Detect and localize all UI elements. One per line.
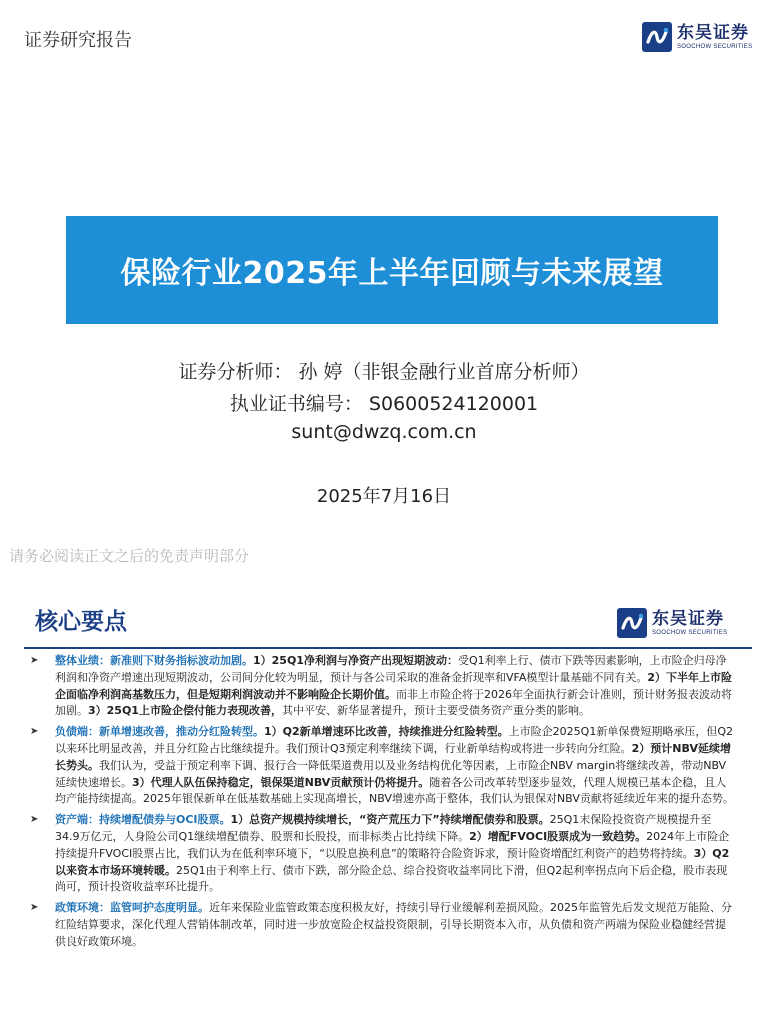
certificate-number: 执业证书编号： S0600524120001 xyxy=(229,393,539,415)
logo-english-name: SOOCHOW SECURITIES xyxy=(677,43,753,50)
company-logo-bottom xyxy=(617,608,727,638)
bullet-heading: 政策环境：监管呵护态度明显。 xyxy=(55,901,209,915)
logo-english-name: SOOCHOW SECURITIES xyxy=(652,629,728,636)
bullet-heading: 负债端：新单增速改善，推动分红险转型。 xyxy=(55,725,264,739)
report-type-label: 证券研究报告 xyxy=(24,30,132,51)
soochow-logo-icon xyxy=(617,608,647,638)
bullet-text: 受Q1利率上行、债市下跌等因素影响，上市险企归母净利润和净资产增速出现短期波动，公司间分化较为明显，预计与各公司采取的准备金折现率和VFA模型计量基础不同有关。 xyxy=(55,654,727,684)
arrow-bullet-icon: ➤ xyxy=(30,726,39,738)
bullet-text: 随着各公司改革转型逐步显效，代理人规模已基本企稳，且人均产能持续提高。2025年银保新单在低基数基础上实现高增长，NBV增速亦高于整体，我们认为银保对NBV贡献将延续近年来的提升态势。 xyxy=(55,775,734,806)
bullet-text: 25Q1由于利率上行、债市下跌，部分险企总、综合投资收益率同比下滑，但Q2起利率拐点向下后企稳，股市表现尚可，预计投资收益率环比提升。 xyxy=(55,863,728,894)
bullet-heading: 整体业绩：新准则下财务指标波动加剧。 xyxy=(55,654,253,667)
bullet-heading: 资产端：持续增配债券与OCI股票。 xyxy=(55,813,231,827)
bullet-text: 1）25Q1净利润与净资产出现短期波动： xyxy=(253,654,458,667)
core-points-heading: 核心要点 xyxy=(35,609,127,635)
bullet-text: 而非上市险企将于2026年全面执行新会计准则，预计财务报表波动将加剧。 xyxy=(55,687,732,718)
analyst-name: 证券分析师： 孙 婷（非银金融行业首席分析师） xyxy=(178,361,590,383)
bullet-text: 25Q1末保险投资资产规模提升至34.9万亿元，人身险公司Q1继续增配债券、股票和长股投，而非标类占比持续下降。 xyxy=(55,813,712,843)
bullet-text: 近年来保险业监管政策态度积极友好，持续引导行业缓解利差损风险。2025年监管先后发文规范万能险、分红险结算要求，深化代理人营销体制改革，同时进一步放宽险企权益投资限制，引导长期资本入市，从负债和资产两端为保险业稳健经营提供良好政策环境。 xyxy=(55,901,732,948)
core-point-policy xyxy=(28,900,734,950)
bullet-text: 3）Q2以来资本市场环境转暖。 xyxy=(55,846,730,877)
title-banner xyxy=(66,216,718,324)
arrow-bullet-icon: ➤ xyxy=(30,902,39,914)
report-date: 2025年7月16日 xyxy=(316,486,452,507)
core-point-liabilities xyxy=(28,724,734,808)
bullet-text: 2024年上市险企持续提升FVOCI股票占比，我们认为在低利率环境下，“以股息换利息”的策略符合险资诉求，预计险资增配红利资产的趋势将持续。 xyxy=(55,829,730,860)
arrow-bullet-icon: ➤ xyxy=(30,814,39,826)
bullet-text: 2）预计NBV延续增长势头。 xyxy=(55,741,731,772)
core-point-performance xyxy=(28,653,734,720)
bullet-text: 其中平安、新华显著提升，预计主要受债务资产重分类的影响。 xyxy=(281,704,590,718)
disclaimer-note: 请务必阅读正文之后的免责声明部分 xyxy=(9,547,250,565)
bullet-text: 我们认为，受益于预定利率下调、报行合一降低渠道费用以及业务结构优化等因素，上市险企NBV margin将继续改善，带动NBV延续快速增长。 xyxy=(55,758,727,789)
company-logo-top xyxy=(642,22,752,52)
analyst-email: sunt@dwzq.com.cn xyxy=(291,421,477,443)
bullet-text: 2）增配FVOCI股票成为一致趋势。 xyxy=(469,829,647,843)
bullet-text: 3）25Q1上市险企偿付能力表现改善， xyxy=(88,704,282,718)
report-title: 保险行业2025年上半年回顾与未来展望 xyxy=(120,256,664,291)
core-points-list xyxy=(28,653,734,955)
arrow-bullet-icon: ➤ xyxy=(30,655,39,666)
logo-chinese-name: 东吴证券 xyxy=(652,608,724,629)
soochow-logo-icon xyxy=(642,22,672,52)
core-point-assets xyxy=(28,812,734,896)
bullet-text: 1）总资产规模持续增长，“资产荒压力下”持续增配债券和股票。 xyxy=(230,813,550,827)
logo-chinese-name: 东吴证券 xyxy=(677,22,749,43)
bullet-text: 2）下半年上市险企面临净利润高基数压力，但是短期利润波动并不影响险企长期价值。 xyxy=(55,670,733,701)
bullet-text: 3）代理人队伍保持稳定，银保渠道NBV贡献预计仍将提升。 xyxy=(132,775,430,789)
bullet-text: 1）Q2新单增速环比改善，持续推进分红险转型。 xyxy=(264,725,509,739)
bullet-text: 上市险企2025Q1新单保费短期略承压，但Q2以来环比明显改善，并且分红险占比继续提升。我们预计Q3预定利率继续下调，行业新单结构或将进一步转向分红险。 xyxy=(55,725,733,755)
heading-divider xyxy=(24,647,752,649)
